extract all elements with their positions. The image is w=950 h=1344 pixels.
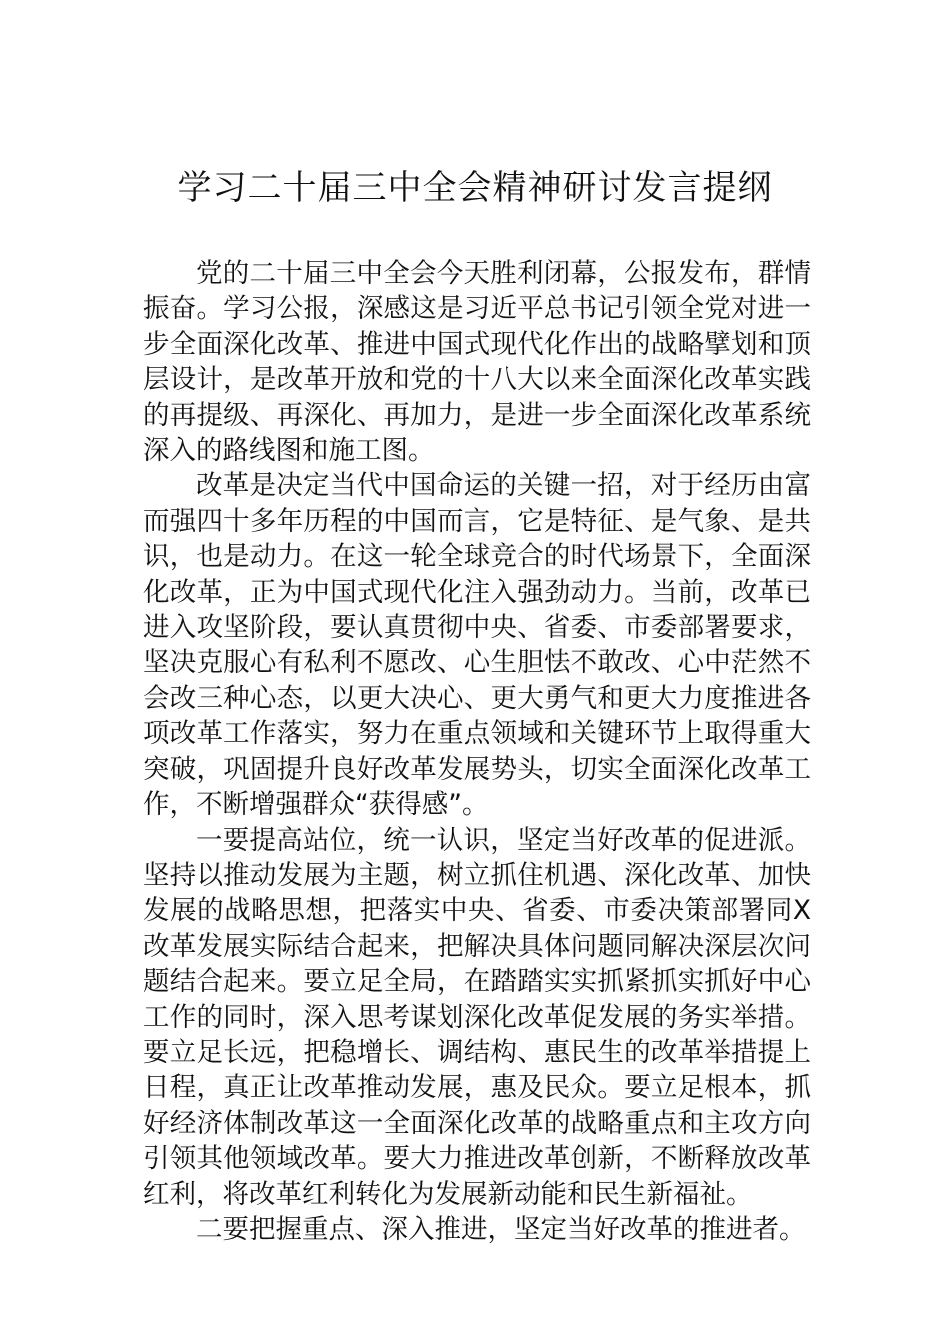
paragraph: 一要提高站位，统一认识，坚定当好改革的促进派。坚持以推动发展为主题，树立抓住机遇、深化改革、加快发展的战略思想，把落实中央、省委、市委决策部署同X改革发展实际结合起来，把解决具体问题同解决深层次问题结合起来。要立足全局，在踏踏实实抓紧抓实抓好中心工作的同时，深入思考谋划深化改革促发展的务实举措。要立足长远，把稳增长、调结构、惠民生的改革举措提上日程，真正让改革推动发展，惠及民众。要立足根本，抓好经济体制改革这一全面深化改革的战略重点和主攻方向引领其他领域改革。要大力推进改革创新，不断释放改革红利，将改革红利转化为发展新动能和民生新福祉。 xyxy=(143,824,811,1210)
document-title: 学习二十届三中全会精神研讨发言提纲 xyxy=(177,168,773,208)
paragraph: 党的二十届三中全会今天胜利闭幕，公报发布，群情振奋。学习公报，深感这是习近平总书记引领全党对进一步全面深化改革、推进中国式现代化作出的战略擘划和顶层设计，是改革开放和党的十八大以来全面深化改革实践的再提级、再深化、再加力，是进一步全面深化改革系统深入的路线图和施工图。 xyxy=(143,258,811,467)
paragraph: 二要把握重点、深入推进，坚定当好改革的推进者。 xyxy=(196,1213,806,1245)
paragraph: 改革是决定当代中国命运的关键一招，对于经历由富而强四十多年历程的中国而言，它是特征、是气象、是共识，也是动力。在这一轮全球竞合的时代场景下，全面深化改革，正为中国式现代化注入强劲动力。当前，改革已进入攻坚阶段，要认真贯彻中央、省委、市委部署要求，坚决克服心有私利不愿改、心生胆怯不敢改、心中茫然不会改三种心态，以更大决心、更大勇气和更大力度推进各项改革工作落实，努力在重点领域和关键环节上取得重大突破，巩固提升良好改革发展势头，切实全面深化改革工作，不断增强群众“获得感”。 xyxy=(143,470,811,821)
document-body xyxy=(143,256,811,1247)
